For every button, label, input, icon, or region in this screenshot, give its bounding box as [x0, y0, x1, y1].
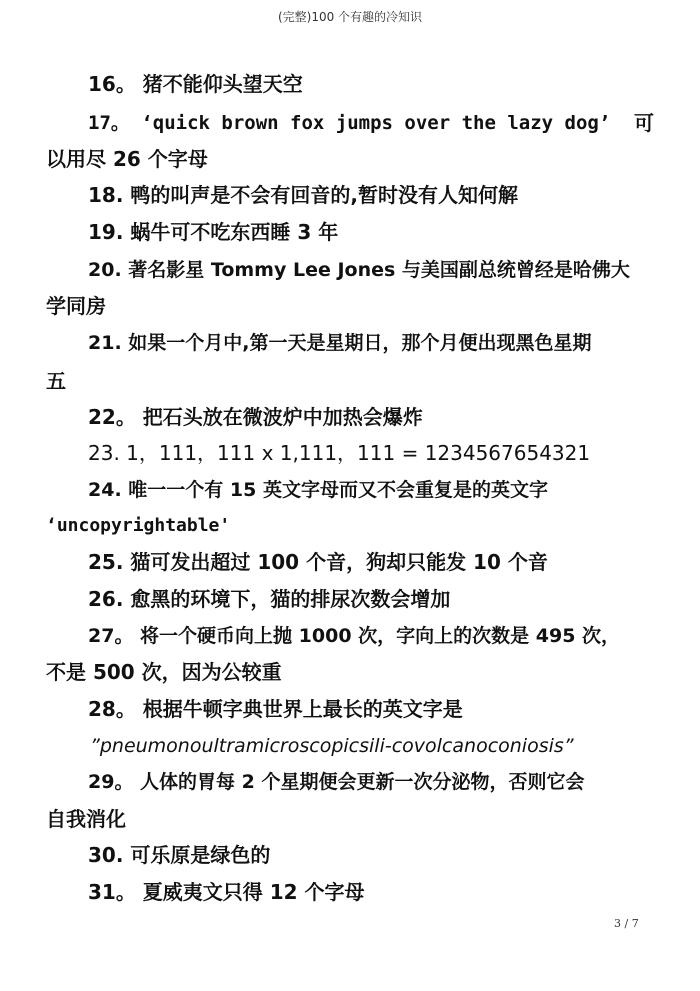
fact-16: 16。 猪不能仰头望天空	[88, 72, 303, 96]
fact-24-line-2: ‘uncopyrightable'	[46, 515, 231, 536]
document-header-title: (完整)100 个有趣的冷知识	[277, 10, 423, 24]
fact-19: 19. 蜗牛可不吃东西睡 3 年	[88, 220, 339, 244]
fact-24-line-1: 24. 唯一一个有 15 英文字母而又不会重复是的英文字	[88, 479, 548, 501]
fact-20-line-2: 学同房	[46, 294, 106, 318]
fact-21-line-2: 五	[46, 369, 66, 393]
fact-28-line-2: ”pneumonoultramicroscopicsili-covolcanoconiosis”	[90, 735, 574, 757]
fact-25: 25. 猫可发出超过 100 个音，狗却只能发 10 个音	[88, 550, 548, 574]
fact-20-line-1: 20. 著名影星 Tommy Lee Jones 与美国副总统曾经是哈佛大	[88, 259, 630, 281]
fact-27-line-2: 不是 500 次，因为公较重	[46, 660, 282, 684]
fact-30: 30. 可乐原是绿色的	[88, 843, 271, 867]
fact-21-line-1: 21. 如果一个月中,第一天是星期日，那个月便出现黑色星期	[88, 332, 592, 354]
fact-31: 31。 夏威夷文只得 12 个字母	[88, 880, 365, 904]
fact-22: 22。 把石头放在微波炉中加热会爆炸	[88, 405, 423, 429]
fact-17-line-1-tail: 可	[634, 111, 654, 135]
fact-17-line-1: 17。 ‘quick brown fox jumps over the lazy dog’	[88, 112, 611, 134]
fact-29-line-2: 自我消化	[46, 807, 126, 831]
fact-28-line-1: 28。 根据牛顿字典世界上最长的英文字是	[88, 697, 463, 721]
fact-29-line-1: 29。 人体的胃每 2 个星期便会更新一次分泌物，否则它会	[88, 771, 585, 793]
fact-17-line-2: 以用尽 26 个字母	[46, 147, 208, 171]
fact-27-line-1: 27。 将一个硬币向上抛 1000 次，字向上的次数是 495 次，	[88, 625, 621, 647]
fact-23: 23. 1，111，111 x 1,111，111 = 1234567654321	[88, 441, 591, 465]
fact-18: 18. 鸭的叫声是不会有回音的,暂时没有人知何解	[88, 183, 518, 207]
page-number: 3 / 7	[614, 917, 639, 930]
fact-26: 26. 愈黑的环境下，猫的排尿次数会增加	[88, 587, 451, 611]
